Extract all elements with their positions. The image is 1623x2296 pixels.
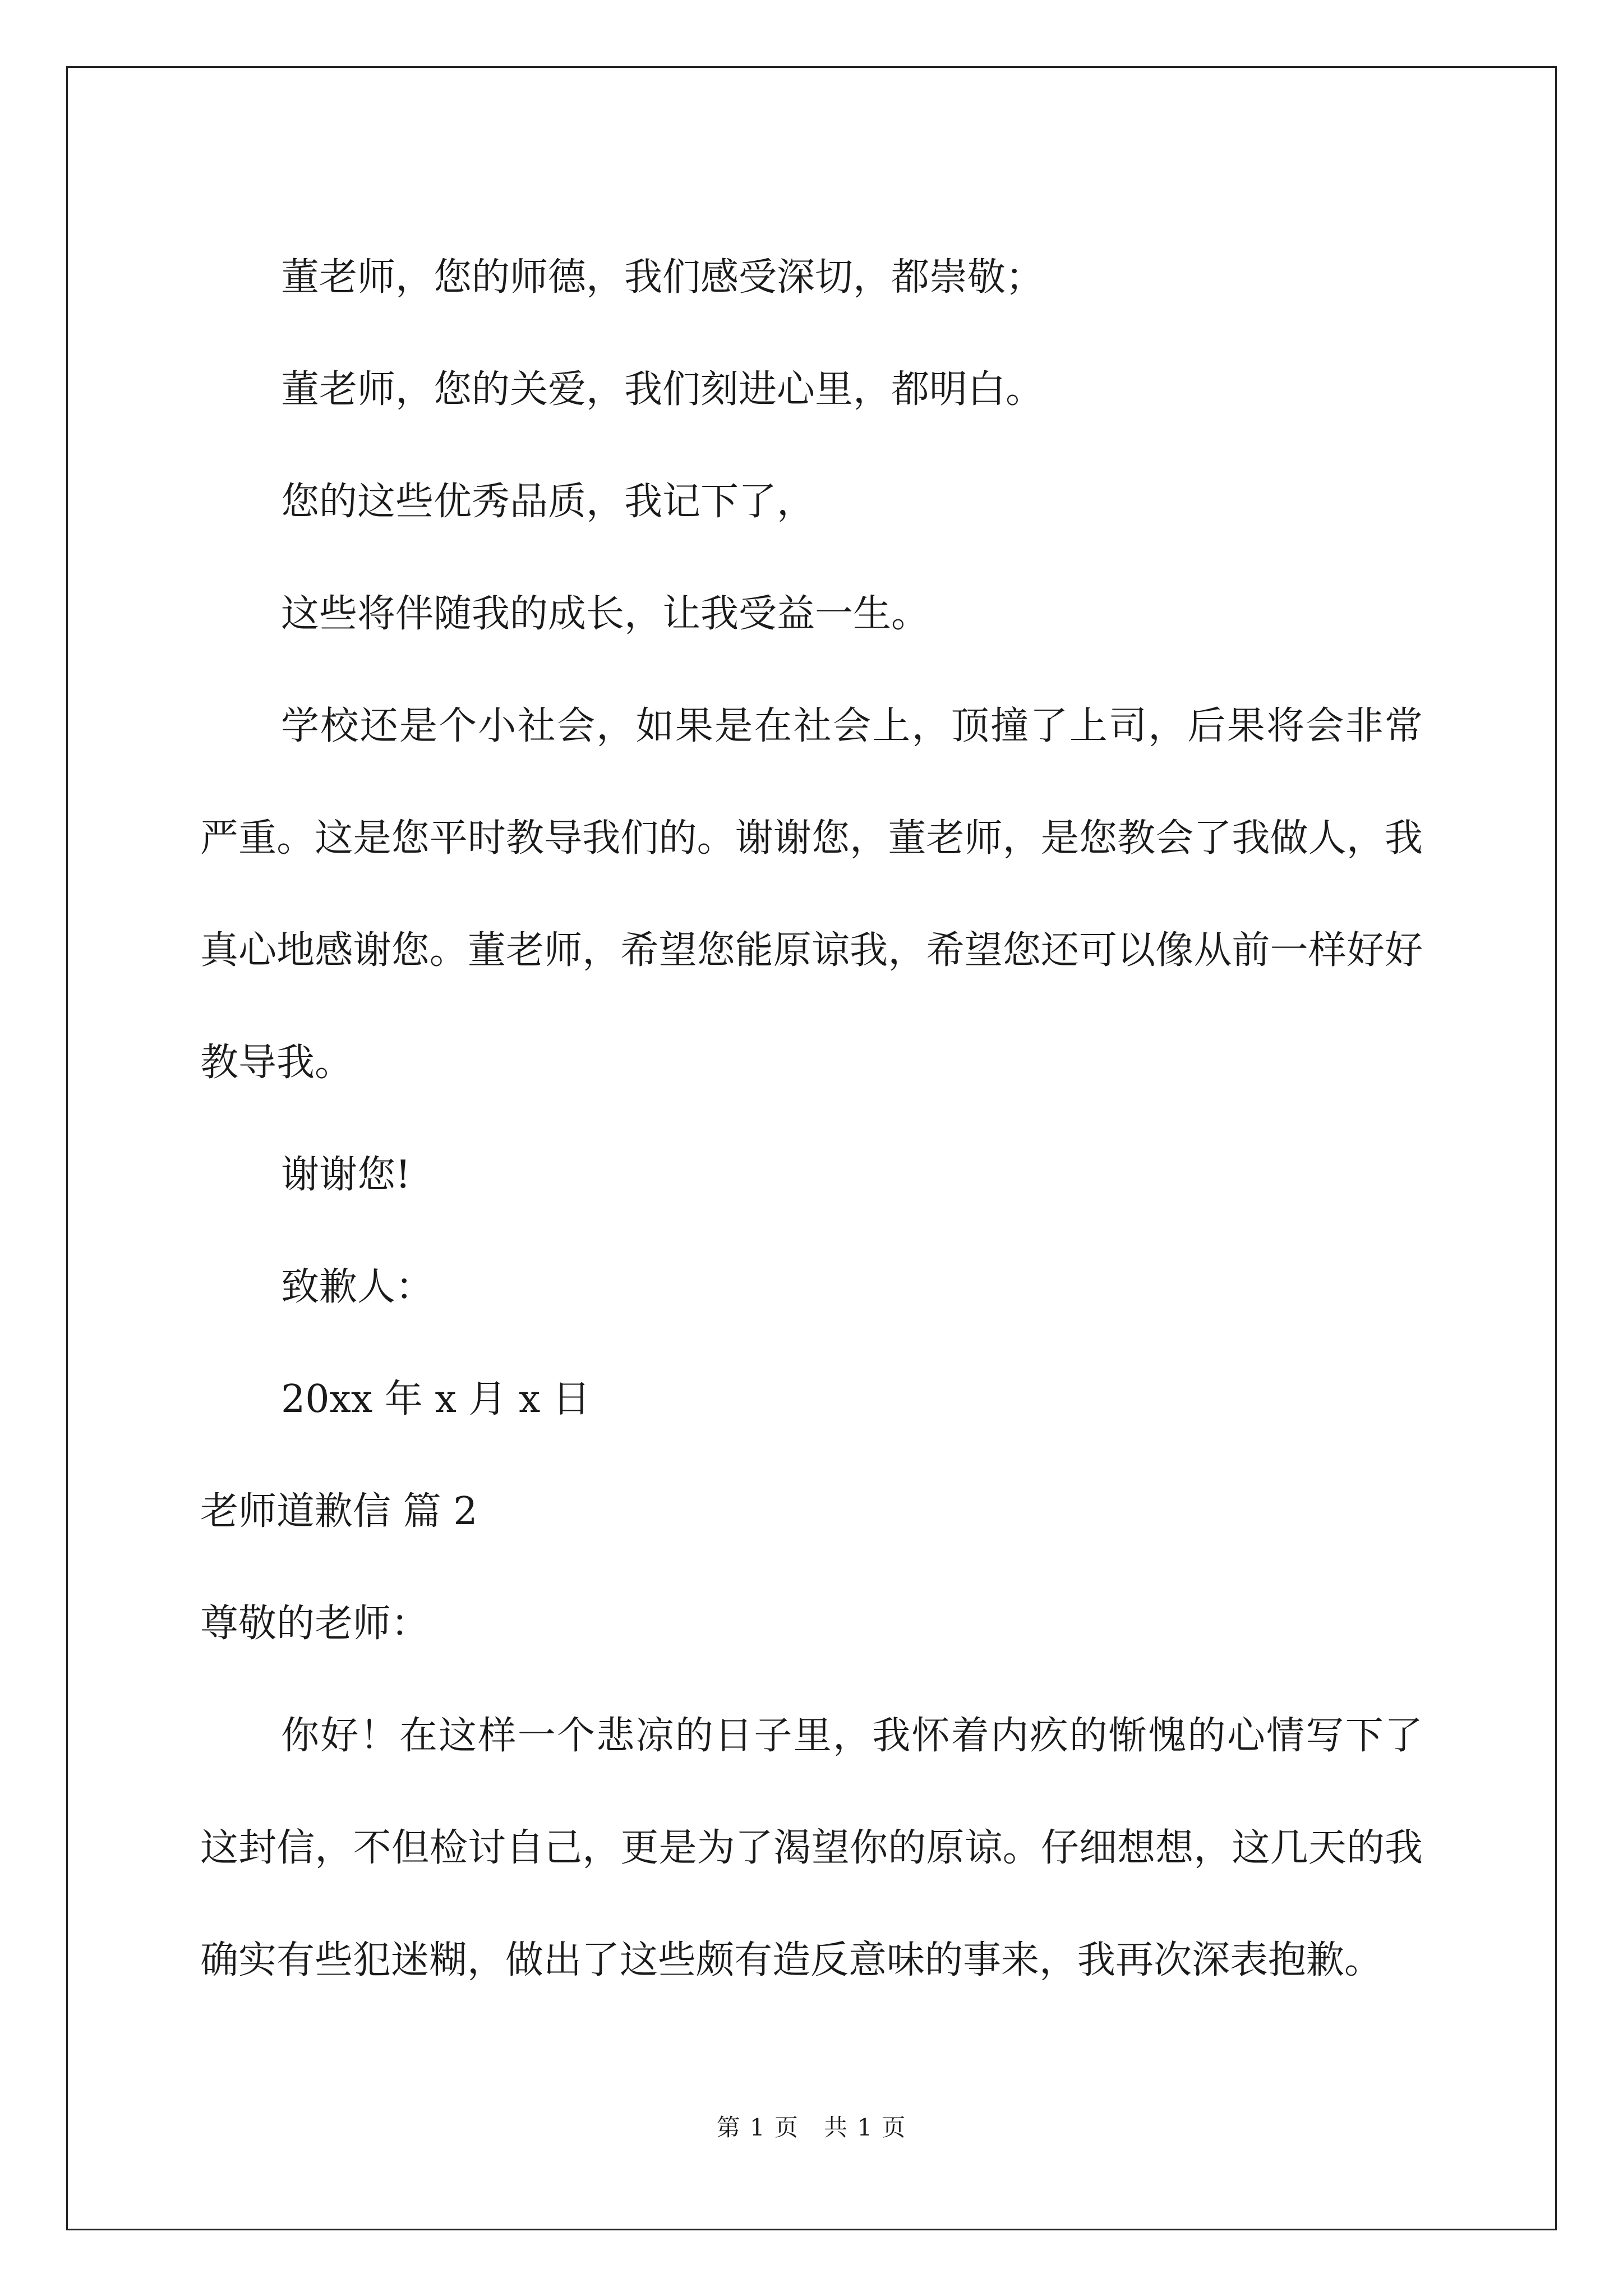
paragraph: 学校还是个小社会，如果是在社会上，顶撞了上司，后果将会非常严重。这是您平时教导我们的。谢谢您，董老师，是您教会了我做人，我真心地感谢您。董老师，希望您能原谅我，希望您还可以像从前一样好好教导我。 — [200, 704, 1423, 1085]
signature-label: 致歉人： — [281, 1265, 434, 1309]
paragraph: 董老师，您的关爱，我们刻进心里，都明白。 — [281, 367, 1044, 412]
paragraph: 董老师，您的师德，我们感受深切，都崇敬； — [281, 255, 1044, 300]
paragraph: 这些将伴随我的成长，让我受益一生。 — [281, 592, 930, 636]
section-heading: 老师道歉信 篇 2 — [200, 1489, 478, 1534]
salutation: 尊敬的老师： — [200, 1602, 430, 1646]
page-number-footer: 第 1 页 共 1 页 — [716, 2114, 907, 2141]
date-line: 20xx 年 x 月 x 日 — [281, 1377, 591, 1421]
paragraph: 你好！在这样一个悲凉的日子里，我怀着内疚的惭愧的心情写下了这封信，不但检讨自己，更是为了渴望你的原谅。仔细想想，这几天的我确实有些犯迷糊，做出了这些颇有造反意味的事来，我再次深表抱歉。 — [200, 1714, 1423, 1982]
document-body — [200, 222, 1423, 2017]
paragraph: 谢谢您! — [281, 1153, 411, 1197]
paragraph: 您的这些优秀品质，我记下了， — [281, 480, 815, 524]
